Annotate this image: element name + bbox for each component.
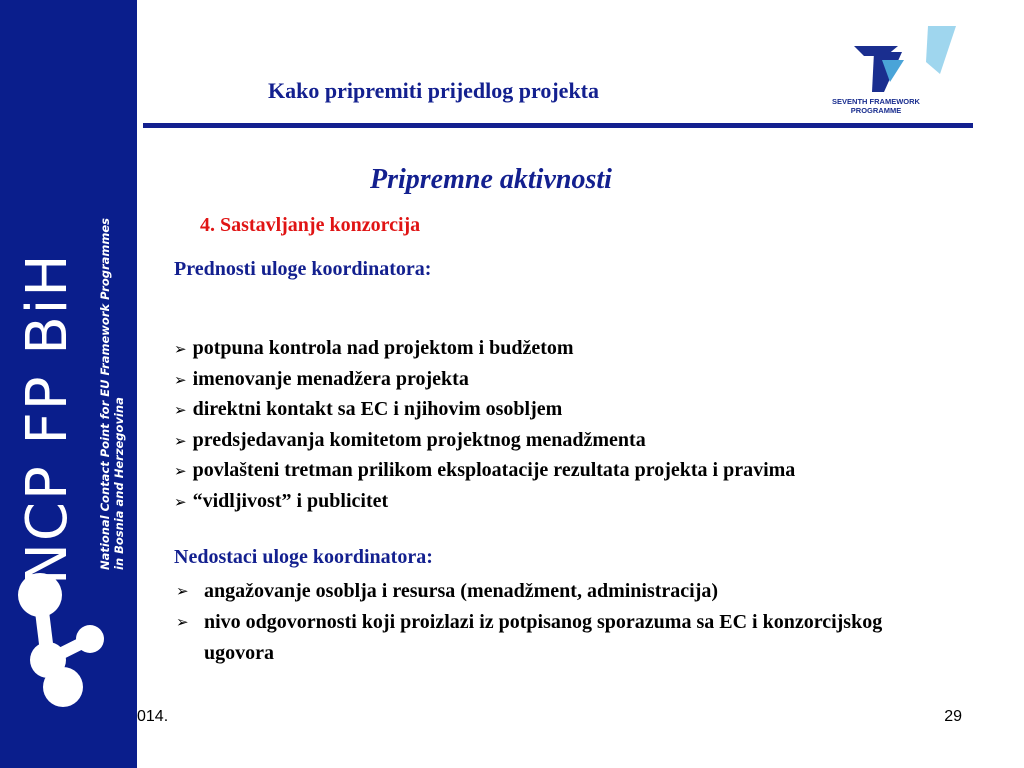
brand-subtitle: National Contact Point for EU Framework Programmes in Bosnia and Herzegovina: [98, 217, 126, 570]
header-divider: [143, 123, 973, 128]
arrow-bullet-icon: ➢: [174, 370, 187, 389]
advantages-list: [174, 334, 795, 517]
list-item: ➢ “vidljivost” i publicitet: [174, 489, 389, 512]
brand-title: NCP FP BiH: [15, 252, 80, 585]
arrow-bullet-icon: ➢: [174, 462, 187, 480]
advantages-heading: Prednosti uloge koordinatora:: [174, 258, 432, 280]
arrow-bullet-icon: ➢: [174, 340, 187, 358]
arrow-bullet-icon: ➢: [174, 431, 187, 450]
arrow-bullet-icon: ➢: [174, 401, 187, 419]
footer-date: 014.: [137, 708, 169, 725]
arrow-bullet-icon: ➢: [174, 492, 187, 511]
molecule-logo-icon: [18, 565, 118, 715]
list-item: ➢ direktni kontakt sa EC i njihovim osobljem: [174, 398, 563, 420]
list-item: ➢ imenovanje menadžera projekta: [174, 367, 469, 390]
disadvantages-list: [174, 576, 954, 669]
slide-header-title: Kako pripremiti prijedlog projekta: [268, 78, 600, 103]
list-item: ➢ nivo odgovornosti koji proizlazi iz potpisanog sporazuma sa EC i konzorcijskog ugovora: [174, 607, 954, 669]
page-number: 29: [944, 708, 962, 725]
list-item: ➢ predsjedavanja komitetom projektnog menadžmenta: [174, 428, 646, 451]
seventh-framework-programme-logo: [824, 22, 960, 120]
logo-text-line1: SEVENTH FRAMEWORK: [832, 97, 920, 106]
list-item: ➢ angažovanje osoblja i resursa (menadžment, administracija): [174, 576, 954, 607]
sidebar-brand-bar: [0, 0, 137, 768]
arrow-bullet-icon: ➢: [176, 613, 189, 631]
list-item: ➢ povlašteni tretman prilikom eksploatacije rezultata projekta i pravima: [174, 459, 796, 481]
disadvantages-heading: Nedostaci uloge koordinatora:: [174, 546, 433, 568]
list-item: ➢ potpuna kontrola nad projektom i budžetom: [174, 337, 574, 359]
section-heading: 4. Sastavljanje konzorcija: [200, 214, 421, 236]
slide-subtitle: Pripremne aktivnosti: [370, 164, 612, 195]
arrow-bullet-icon: ➢: [176, 582, 189, 600]
logo-text-line2: PROGRAMME: [850, 106, 902, 115]
